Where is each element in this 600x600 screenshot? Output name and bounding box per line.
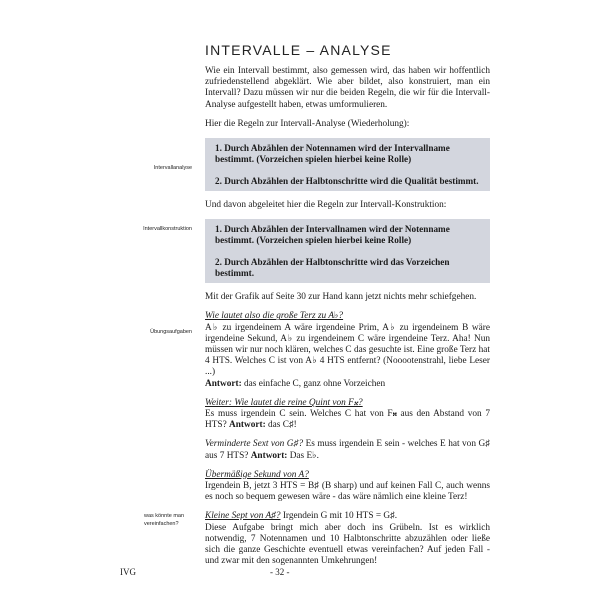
rules-analysis-intro: Hier die Regeln zur Intervall-Analyse (Wiederholung):: [205, 118, 410, 129]
footer-left: IVG: [120, 567, 136, 577]
main-text: [205, 66, 490, 575]
exercise-body: Diese Aufgabe bringt mich aber doch ins Grübeln. Ist es wirklich notwendig, 7 Notennamen und 10 Halbtonschritte abzuzählen oder ließe sich die ganze Geschichte eventuell etwas vereinfachen? Auf jeden Fall - und zwar mit den sogenannten Umkehrungen!: [205, 522, 490, 567]
answer-label: Antwort:: [229, 420, 266, 431]
exercise-body: Es muss irgendein E sein - welches E hat von G♯ aus 7 HTS?: [205, 439, 490, 461]
exercise-answer: das C♯!: [268, 420, 297, 431]
answer-label: Antwort:: [205, 378, 242, 389]
rule-analysis-1: 1. Durch Abzählen der Notennamen wird der Intervallname bestimmt. (Vorzeichen spielen hierbei keine Rolle): [215, 143, 450, 165]
rules-analysis-box: [205, 138, 490, 191]
margin-label-construction: Intervallkonstruktion: [143, 226, 192, 232]
exercise-1: [205, 311, 490, 389]
rules-construction-box: [205, 219, 490, 283]
rules-construction-intro: Und davon abgeleitet hier die Regeln zur Intervall-Konstruktion:: [205, 200, 447, 211]
exercise-question: Verminderte Sext von G♯?: [205, 439, 304, 450]
rule-construction-1: 1. Durch Abzählen der Intervallnamen wird der Notenname bestimmt. (Vorzeichen spielen hierbei keine Rolle): [215, 224, 450, 246]
exercise-body: A♭ zu irgendeinem A wäre irgendeine Prim, A♭ zu irgendeinem B wäre irgendeine Sekund, A♭ zu irgendeinem C wäre irgendeine Terz. Aha! Nun müssen wir nur noch klären, welches C das gesuchte ist. Eine große Terz hat 4 HTS. Welches C ist von A♭ 4 HTS entfernt? (Nooootenstrahl, liebe Leser ...): [205, 322, 490, 378]
page-number: - 32 -: [270, 567, 290, 577]
exercise-body-inline: Irgendein G mit 10 HTS = G♯.: [282, 511, 398, 522]
margin-label-simplify: was könnte man vereinfachen?: [144, 513, 185, 527]
exercise-question: Wie lautet also die große Terz zu A♭?: [205, 311, 344, 322]
exercise-answer: Das E♭.: [289, 450, 319, 461]
margin-label-analysis: Intervallanalyse: [153, 165, 192, 171]
exercise-4: [205, 470, 490, 504]
exercise-question: Kleine Sept von A♯?: [205, 511, 281, 522]
exercise-5: [205, 511, 490, 567]
exercise-3: [205, 439, 490, 461]
rule-analysis-2: 2. Durch Abzählen der Halbtonschritte wird die Qualität bestimmt.: [215, 176, 479, 187]
graphic-note: Mit der Grafik auf Seite 30 zur Hand kann jetzt nichts mehr schiefgehen.: [205, 292, 477, 303]
page-title: INTERVALLE – ANALYSE: [205, 42, 392, 58]
answer-label: Antwort:: [250, 450, 288, 461]
exercise-question: Weiter: Wie lautet die reine Quint von F𝄪?: [205, 397, 363, 408]
exercise-body: Irgendein B, jetzt 3 HTS = B♯ (B sharp) und auf keinen Fall C, auch wenns es noch so bequem gewesen wäre - das wäre nämlich eine kleine Terz!: [205, 481, 490, 503]
rule-construction-2: 2. Durch Abzählen der Halbtonschritte wird das Vorzeichen bestimmt.: [215, 257, 450, 279]
exercise-2: [205, 398, 490, 432]
exercise-body: Es muss irgendein C sein. Welches C hat von F𝄪 aus den Abstand von 7 HTS?: [205, 409, 490, 431]
exercise-answer: das einfache C, ganz ohne Vorzeichen: [244, 378, 386, 389]
exercise-question: Übermäßige Sekund von A?: [205, 469, 309, 480]
margin-label-exercises: Übungsaufgaben: [150, 329, 192, 335]
intro-paragraph: Wie ein Intervall bestimmt, also gemessen wird, das haben wir hoffentlich zufriedenstellend abgeklärt. Wie aber bildet, also konstruiert, man ein Intervall? Dazu müssen wir nur die beiden Regeln, die wir für die Intervall-Analyse aufgestellt haben, etwas umformulieren.: [205, 66, 490, 110]
